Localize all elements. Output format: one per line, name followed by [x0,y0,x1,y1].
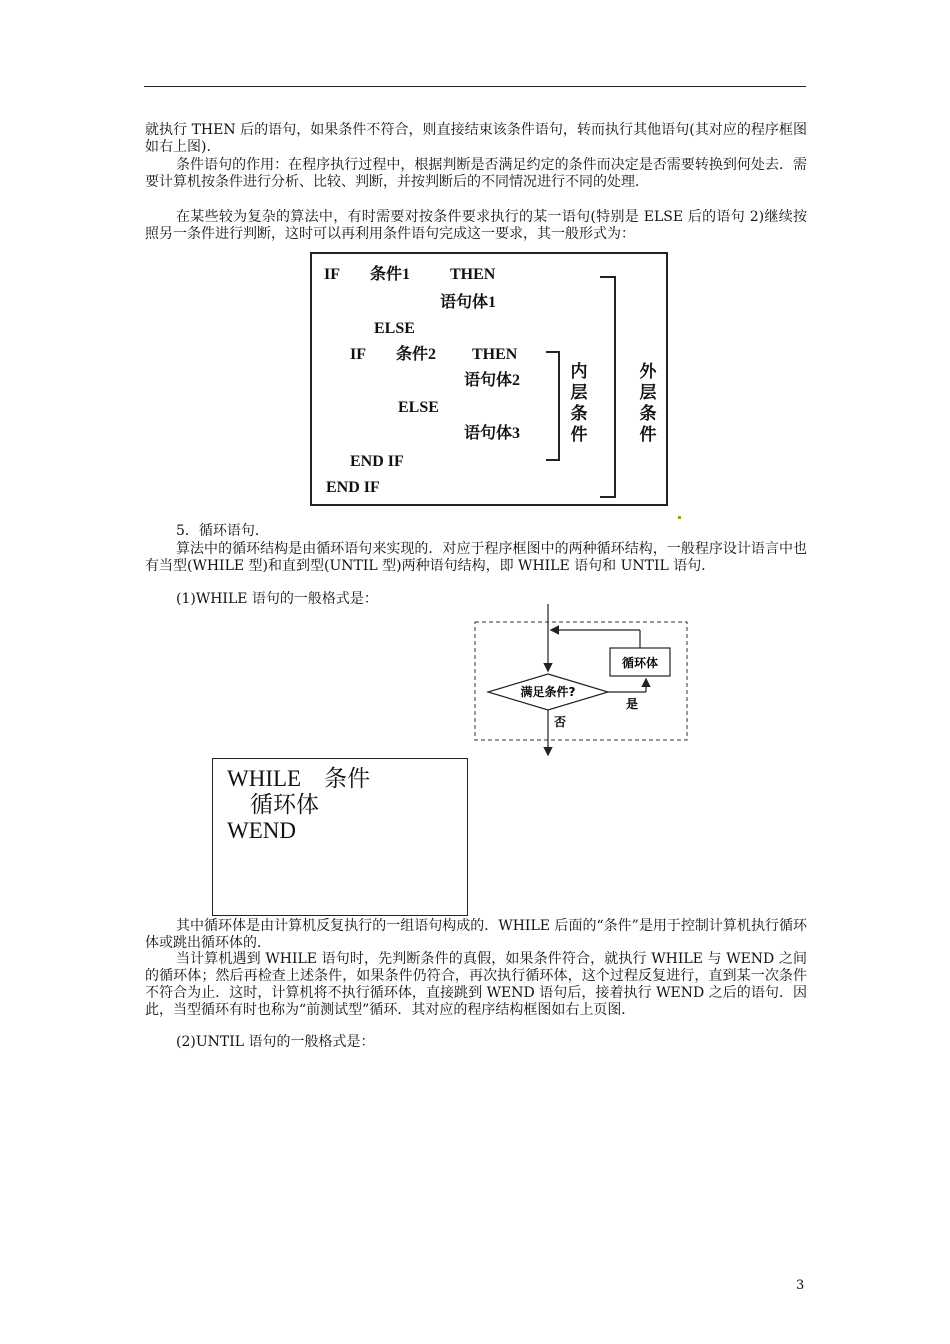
while-syntax-box [212,758,468,916]
else-keyword-2: ELSE [398,399,439,416]
if-keyword-2: IF [350,346,366,363]
while-loop-flowchart [474,604,690,758]
page-number: 3 [796,1278,805,1293]
while-line-1: WHILE 条件 [227,766,371,791]
paragraph-2: 条件语句的作用：在程序执行过程中，根据判断是否满足约定的条件而决定是否需要转换到何处去．需要计算机按条件进行分析、比较、判断，并按判断后的不同情况进行不同的处理． [145,157,807,190]
end-if-outer: END IF [326,479,380,496]
outer-condition-label: 外 层 条 件 [639,362,657,445]
condition-1: 条件1 [370,266,411,283]
then-keyword-2: THEN [472,346,518,363]
condition-2: 条件2 [396,346,437,363]
while-line-3: WEND [227,818,296,843]
paragraph-until-format: (2)UNTIL 语句的一般格式是： [176,1034,375,1050]
nested-if-box [310,252,668,506]
statement-body-3: 语句体3 [464,425,521,442]
inner-condition-label: 内 层 条 件 [570,362,588,445]
header-rule [144,86,806,87]
end-if-inner: END IF [350,453,404,470]
then-keyword-1: THEN [450,266,496,283]
while-line-2: 循环体 [227,792,319,817]
section-5-heading: 5．循环语句． [176,523,269,539]
yes-label: 是 [625,697,639,711]
statement-body-2: 语句体2 [464,372,521,389]
condition-label: 满足条件? [520,685,576,699]
stray-mark [678,516,681,519]
paragraph-while-format: (1)WHILE 语句的一般格式是： [176,591,378,607]
no-label: 否 [553,715,567,729]
paragraph-5: 算法中的循环结构是由循环语句来实现的．对应于程序框图中的两种循环结构，一般程序设计语言中也有当型(WHILE 型)和直到型(UNTIL 型)两种语句结构，即 WHILE 语句和 UNTIL 语句． [145,541,807,574]
paragraph-1: 就执行 THEN 后的语句，如果条件不符合，则直接结束该条件语句，转而执行其他语句(其对应的程序框图如右上图). [145,122,807,155]
paragraph-8: 当计算机遇到 WHILE 语句时，先判断条件的真假，如果条件符合，就执行 WHILE 与 WEND 之间的循环体；然后再检查上述条件，如果条件仍符合，再次执行循环体，这个过程反复进行，直到某一次条件不符合为止．这时，计算机将不执行循环体，直接跳到 WEND 语句后，接着执行 WEND 之后的语句．因此，当型循环有时也称为“前测试型”循环．其对应的程序结构框图如右上页图． [145,951,807,1018]
else-keyword-1: ELSE [374,320,415,337]
statement-body-1: 语句体1 [440,294,497,311]
loop-body-label: 循环体 [621,656,659,670]
inner-condition-bracket [546,351,560,461]
paragraph-7: 其中循环体是由计算机反复执行的一组语句构成的．WHILE 后面的“条件”是用于控制计算机执行循环体或跳出循环体的． [145,918,807,951]
if-keyword-1: IF [324,266,340,283]
paragraph-3: 在某些较为复杂的算法中，有时需要对按条件要求执行的某一语句(特别是 ELSE 后的语句 2)继续按照另一条件进行判断，这时可以再利用条件语句完成这一要求，其一般形式为： [145,209,807,242]
outer-condition-bracket [600,276,616,498]
